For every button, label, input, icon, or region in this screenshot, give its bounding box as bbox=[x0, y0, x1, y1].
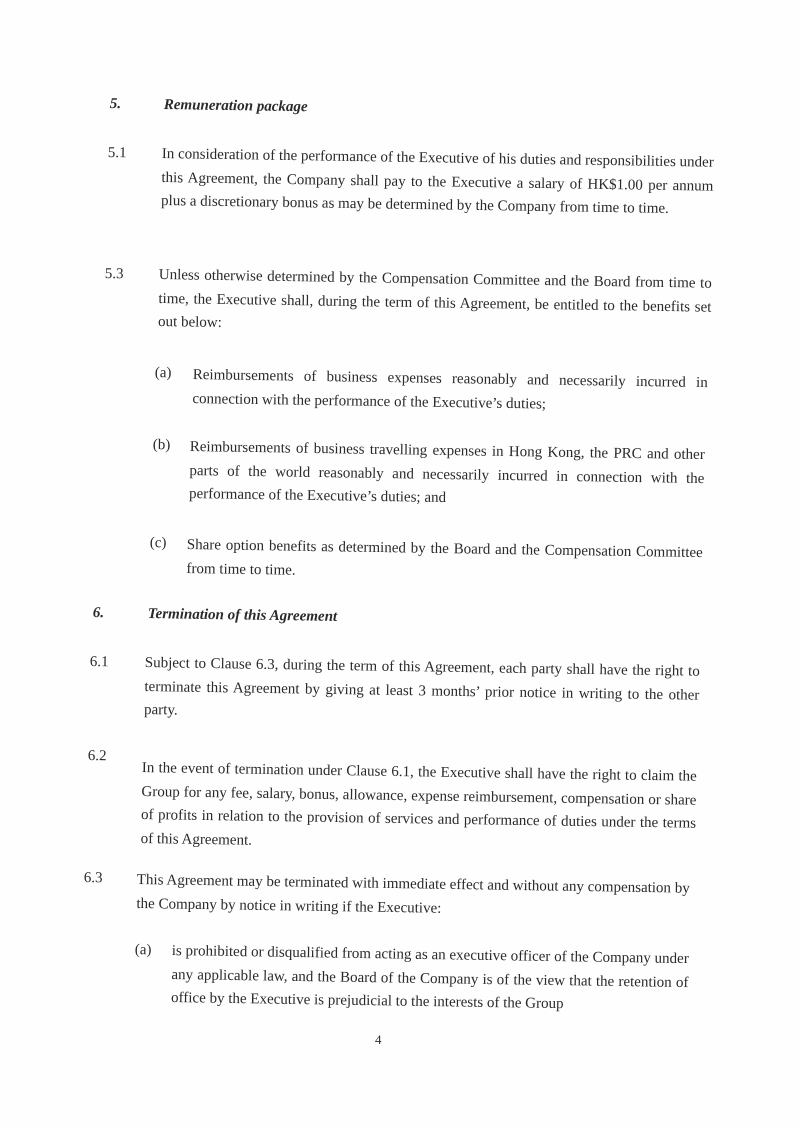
list-item-6-3-a-text: is prohibited or disqualified from acting as an executive officer of the Company under any applicable law, and the Board of the Company is of the view that the retention of office by the Executive is prejudicial to the interests of the Group bbox=[170, 942, 689, 1013]
list-item-a-text: Reimbursements of business expenses reasonably and necessarily incurred in connection with the performance of the Executive’s duties; bbox=[192, 366, 708, 413]
list-item-c-text: Share option benefits as determined by the Board and the Compensation Committee from time to time. bbox=[186, 536, 703, 579]
clause-6-1-number: 6.1 bbox=[89, 653, 109, 671]
clause-5-1-number bbox=[108, 142, 127, 166]
item-label-b: (b) bbox=[152, 436, 171, 454]
page-number: 4 bbox=[375, 1032, 382, 1047]
clause-6-2-text: In the event of termination under Clause 6.1, the Executive shall have the right to claim the Group for any fee, salary, bonus, allowance, expense reimbursement, compensation or share of profits in relation to the provision of services and performance of duties under the terms of this Agreement. bbox=[140, 759, 697, 849]
section-title: Remuneration package bbox=[163, 96, 308, 116]
section-6-heading bbox=[93, 602, 105, 626]
section-5-heading bbox=[110, 93, 122, 117]
section-title: Termination of this Agreement bbox=[147, 605, 338, 625]
section-number: 6. bbox=[92, 604, 105, 622]
clause-number: 5.1 bbox=[107, 144, 127, 162]
clause-6-3-number: 6.3 bbox=[83, 869, 103, 887]
clause-5-3-number bbox=[105, 263, 124, 287]
section-number: 5. bbox=[109, 95, 122, 113]
item-label-c: (c) bbox=[149, 534, 167, 552]
clause-number: 5.3 bbox=[104, 265, 124, 283]
list-item-b-text: Reimbursements of business travelling expenses in Hong Kong, the PRC and other parts of the world reasonably and necessarily incurred in connection with the performance of the Executive’s duties; and bbox=[188, 438, 705, 507]
clause-6-2-number: 6.2 bbox=[87, 747, 107, 765]
section-6-title-wrap bbox=[148, 603, 338, 629]
item-label-a: (a) bbox=[134, 941, 152, 959]
clause-5-1-text: In consideration of the performance of the Executive of his duties and responsibilities under this Agreement, the Company shall pay to the Executive a salary of HK$1.00 per annum plus a discretionary bonus as may be determined by the Company from time to time. bbox=[160, 145, 714, 217]
clause-5-3-text: Unless otherwise determined by the Compensation Committee and the Board from time to time, the Executive shall, during the term of this Agreement, be entitled to the benefits set out below: bbox=[157, 266, 712, 331]
item-label-a: (a) bbox=[154, 364, 172, 382]
section-5-title-wrap bbox=[164, 94, 308, 120]
clause-6-1-text: Subject to Clause 6.3, during the term of this Agreement, each party shall have the right to terminate this Agreement by giving at least 3 months’ prior notice in writing to the other party. bbox=[143, 654, 700, 719]
clause-6-3-text: This Agreement may be terminated with immediate effect and without any compensation by the Company by notice in writing if the Executive: bbox=[136, 871, 690, 917]
